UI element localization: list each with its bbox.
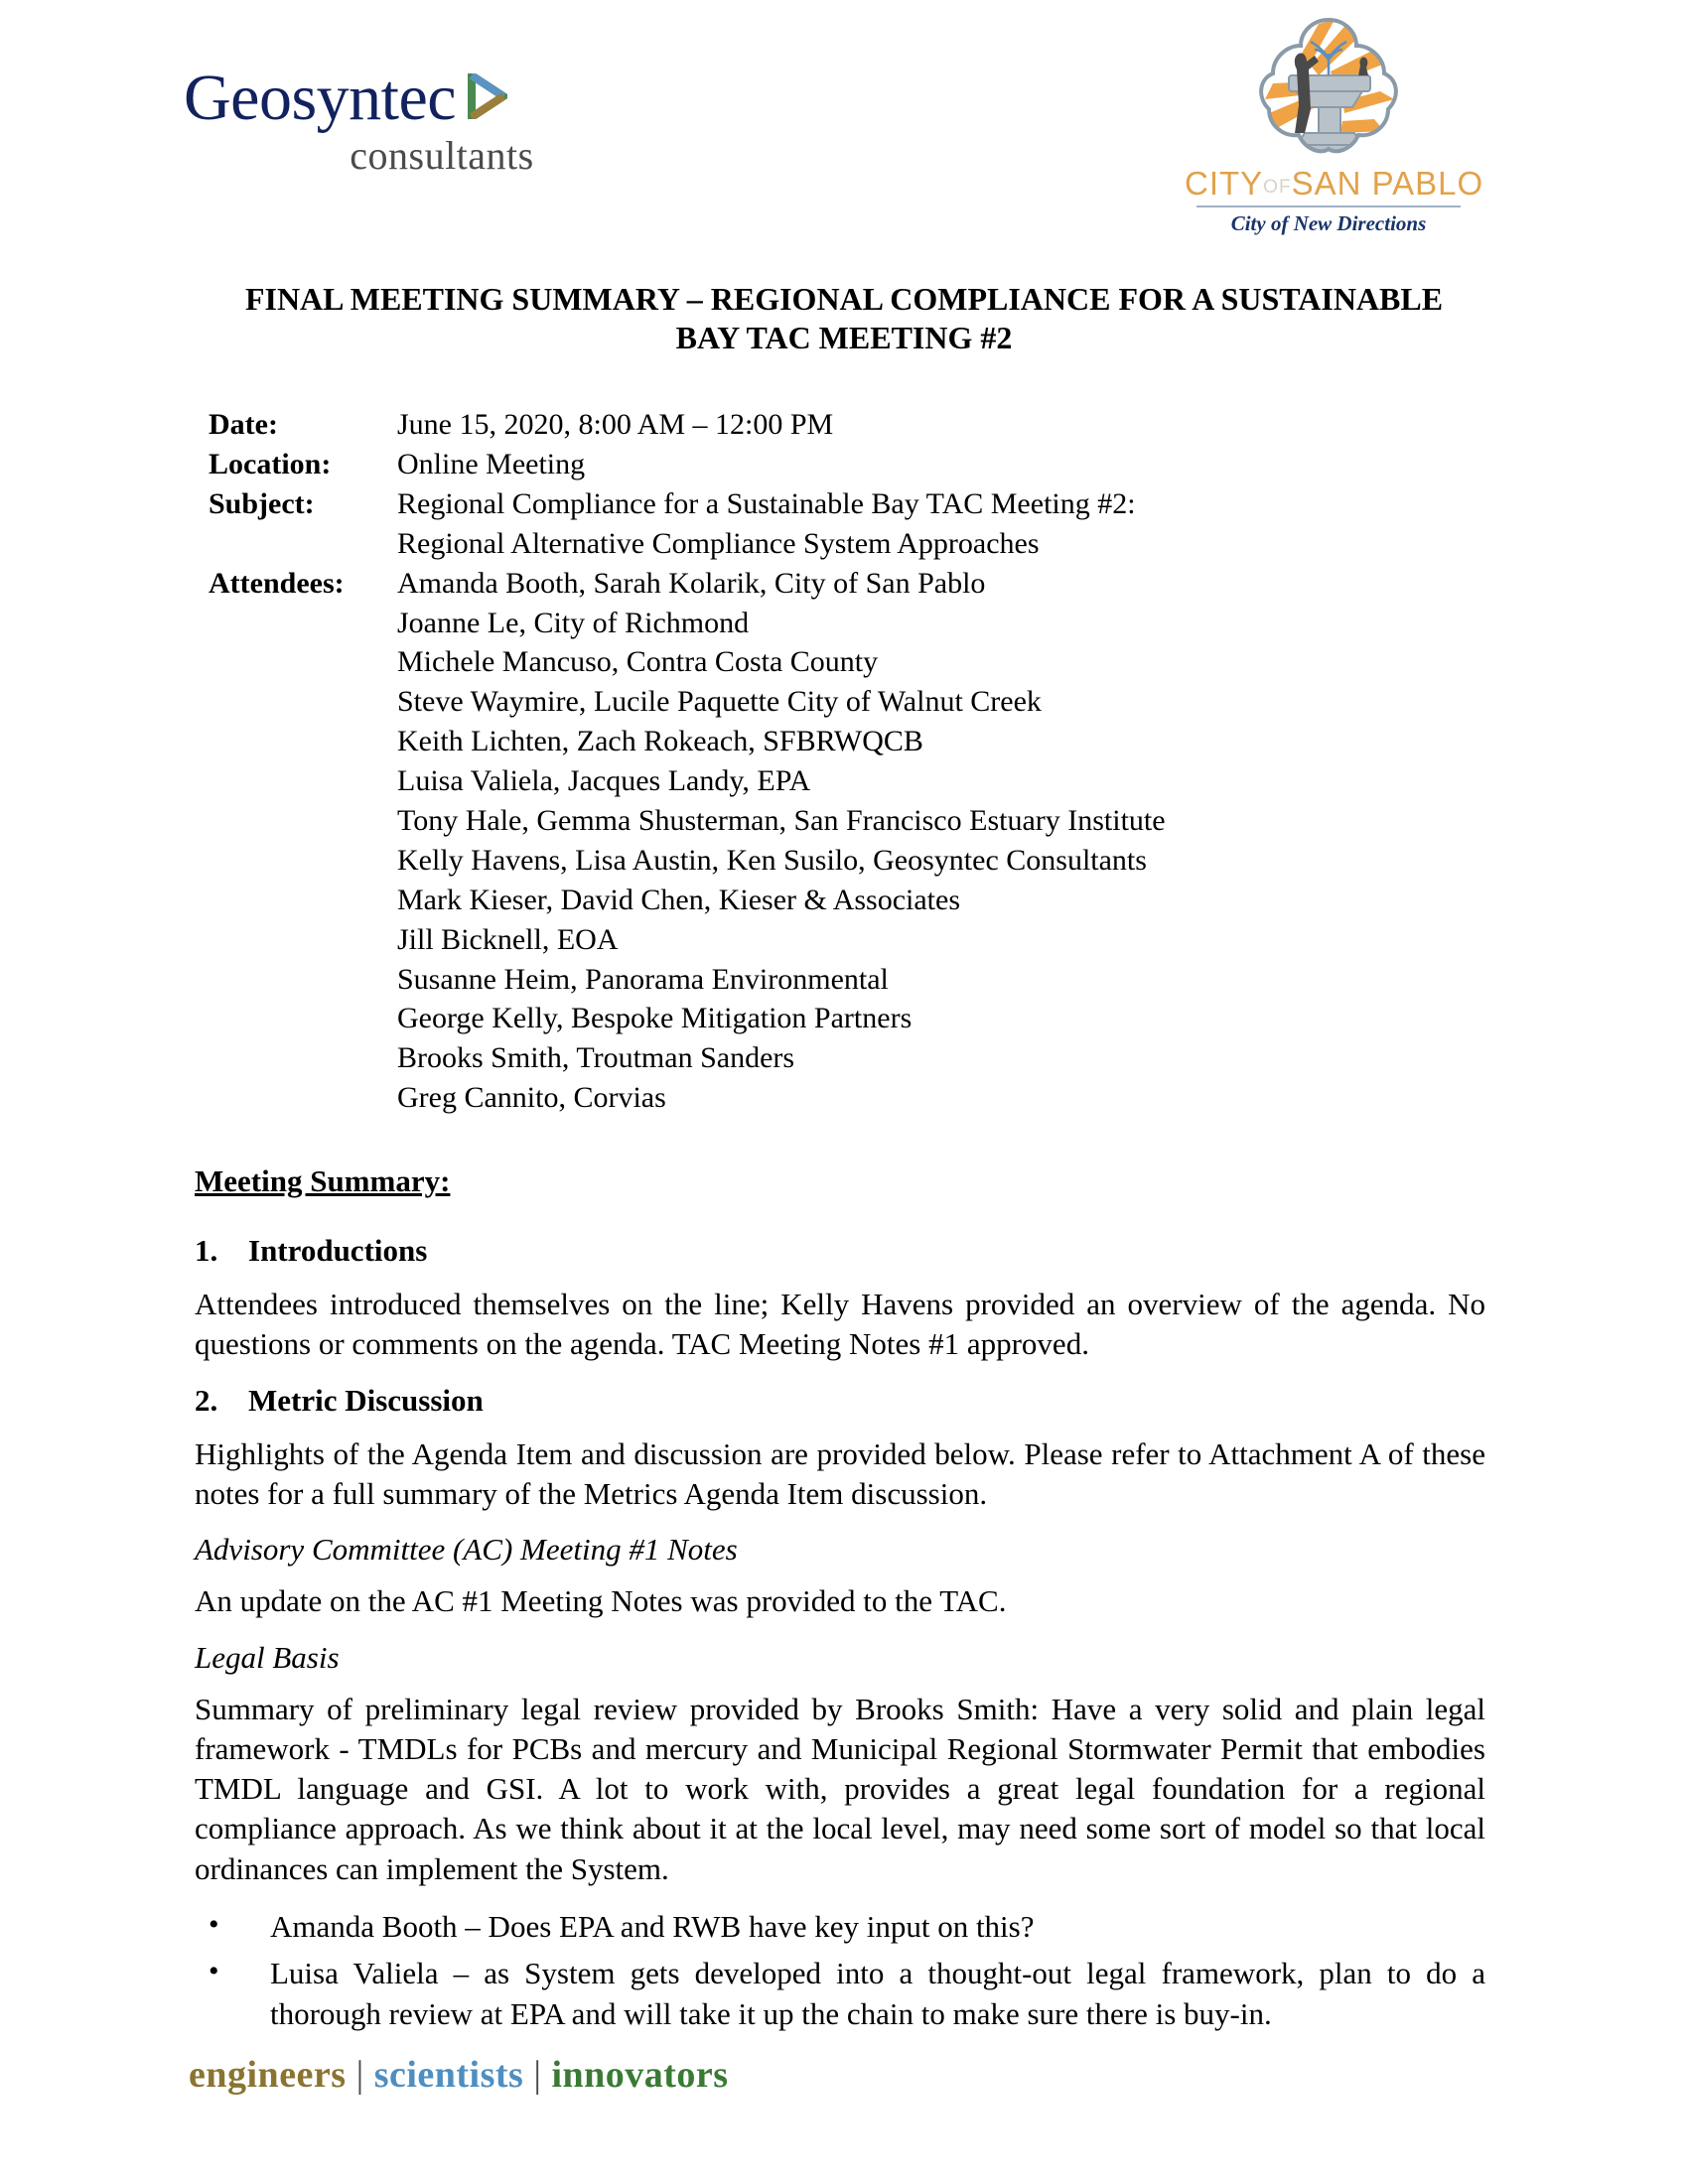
agenda-item-2-label: Metric Discussion (248, 1382, 484, 1418)
page-title (184, 238, 1504, 357)
subject-value-line2: Regional Alternative Compliance System Approaches (397, 526, 1040, 560)
location-value: Online Meeting (397, 447, 586, 480)
geosyntec-wordmark-row (184, 62, 601, 134)
attendee-names: Susanne Heim, (397, 962, 586, 996)
agenda-item-1-paragraph: Attendees introduced themselves on the line; Kelly Havens provided an overview of the agenda. No questions or comments on the agenda. TAC Meeting Notes #1 approved. (195, 1287, 1485, 1362)
attendee-entry (397, 920, 1166, 960)
agenda-item-2-title (195, 1383, 1485, 1419)
agenda-item-2-paragraph: Highlights of the Agenda Item and discussion are provided below. Please refer to Attachment A of these notes for a full summary of the Metrics Agenda Item discussion. (195, 1435, 1485, 1511)
attendee-org: Panorama Environmental (585, 962, 889, 996)
location-label: Location: (209, 447, 332, 480)
footer-innovators: innovators (551, 2054, 729, 2096)
attendee-org: Bespoke Mitigation Partners (570, 1002, 913, 1035)
attendee-org: Corvias (573, 1081, 666, 1115)
of-word: OF (1263, 177, 1292, 198)
san-pablo-word: SAN PABLO (1291, 165, 1484, 202)
legal-basis-paragraph: Summary of preliminary legal review provided by Brooks Smith: Have a very solid and plain legal framework - TMDLs for PCBs and mercury and Municipal Regional Stormwater Permit that embodies TMDL language and GSI. A lot to work with, provides a great legal foundation for a regional compliance approach. As we think about it at the local level, may need some sort of model so that local ordinances can implement the System. (195, 1691, 1485, 1886)
city-word: CITY (1185, 165, 1264, 202)
attendees-label: Attendees: (209, 566, 345, 600)
geosyntec-triangle-icon (462, 73, 507, 119)
attendee-entry (397, 841, 1166, 881)
attendee-names: Brooks Smith, (397, 1041, 577, 1075)
attendee-names: Joanne Le, (397, 606, 534, 639)
legal-basis-bullet-list (195, 1907, 1485, 2035)
attendee-org: Contra Costa County (626, 645, 879, 679)
attendee-org: EOA (556, 922, 619, 956)
date-value: June 15, 2020, 8:00 AM – 12:00 PM (397, 408, 834, 442)
attendee-names: Keith Lichten, Zach Rokeach, (397, 725, 764, 758)
subject-label: Subject: (209, 486, 315, 520)
attendee-entry (397, 881, 1166, 920)
san-pablo-tagline: City of New Directions (1230, 211, 1427, 235)
bullet-icon: • (209, 1954, 219, 1987)
san-pablo-city-text (1185, 165, 1484, 203)
attendee-names: Mark Kieser, David Chen, (397, 883, 719, 916)
meeting-subject-row (209, 484, 1499, 524)
attendee-entry (397, 960, 1166, 1000)
attendee-names: Amanda Booth, Sarah Kolarik, (397, 566, 774, 600)
list-item (195, 1954, 1485, 2035)
attendee-entry (397, 722, 1166, 761)
attendee-org: EPA (757, 764, 811, 798)
meeting-attendees-row (209, 564, 1499, 1118)
attendee-names: Greg Cannito, (397, 1081, 574, 1115)
attendee-entry (397, 1038, 1166, 1078)
attendee-names: Luisa Valiela, Jacques Landy, (397, 764, 758, 798)
attendee-org: Troutman Sanders (576, 1041, 795, 1075)
geosyntec-wordmark: Geosyntec (184, 62, 457, 134)
subheading-legal-basis: Legal Basis (195, 1639, 340, 1675)
attendee-org: City of Richmond (533, 606, 750, 639)
attendee-names: Michele Mancuso, (397, 645, 627, 679)
attendee-names: Jill Bicknell, (397, 922, 557, 956)
geosyntec-logo (184, 62, 601, 179)
geosyntec-subtitle: consultants (350, 132, 534, 178)
footer-separator-2: | (533, 2054, 542, 2096)
meeting-details (209, 405, 1499, 1118)
list-item (195, 1907, 1485, 1948)
attendee-entry (397, 801, 1166, 841)
document-header (0, 0, 1688, 238)
attendee-entry (397, 682, 1166, 722)
ac-meeting-notes-paragraph: An update on the AC #1 Meeting Notes was provided to the TAC. (195, 1583, 1007, 1619)
attendee-entry (397, 642, 1166, 682)
meeting-location-row (209, 445, 1499, 484)
attendee-org: San Francisco Estuary Institute (793, 803, 1166, 837)
attendee-org: City of Walnut Creek (786, 685, 1042, 719)
agenda-item-1-number: 1. (195, 1233, 218, 1269)
bullet-icon: • (209, 1908, 219, 1942)
attendees-list (397, 564, 1166, 1118)
page-title-line1: FINAL MEETING SUMMARY – REGIONAL COMPLIANCE FOR A SUSTAINABLE (244, 281, 1444, 317)
date-label: Date: (209, 408, 278, 442)
attendee-entry (397, 999, 1166, 1038)
attendee-entry (397, 604, 1166, 643)
agenda-item-2-number: 2. (195, 1382, 218, 1418)
meeting-summary-section (195, 1163, 1485, 2035)
footer-engineers: engineers (189, 2054, 347, 2096)
footer-scientists: scientists (373, 2054, 524, 2096)
meeting-summary-heading: Meeting Summary: (195, 1163, 451, 1199)
page-title-line2: BAY TAC MEETING #2 (675, 320, 1013, 356)
agenda-item-1-label: Introductions (248, 1233, 428, 1269)
meeting-date-row (209, 405, 1499, 445)
attendee-entry (397, 761, 1166, 801)
attendee-entry (397, 1078, 1166, 1118)
attendee-names: Tony Hale, Gemma Shusterman, (397, 803, 794, 837)
attendee-names: George Kelly, (397, 1002, 571, 1035)
san-pablo-divider (1196, 205, 1461, 207)
footer-separator-1: | (355, 2054, 364, 2096)
agenda-item-1-title (195, 1233, 1485, 1269)
subheading-ac-meeting-notes: Advisory Committee (AC) Meeting #1 Notes (195, 1532, 738, 1568)
list-item-text: Luisa Valiela – as System gets developed into a thought-out legal framework, plan to do a thorough review at EPA and will take it up the chain to make sure there is buy-in. (270, 1955, 1485, 2031)
attendee-org: Geosyntec Consultants (873, 843, 1147, 877)
page-footer-tagline (189, 2053, 729, 2097)
subject-value: Regional Compliance for a Sustainable Bay TAC Meeting #2: (397, 486, 1136, 520)
attendee-entry (397, 564, 1166, 604)
san-pablo-fountain-seal-icon (1249, 14, 1408, 163)
attendee-names: Kelly Havens, Lisa Austin, Ken Susilo, (397, 843, 874, 877)
attendee-names: Steve Waymire, Lucile Paquette (397, 685, 787, 719)
san-pablo-logo (1185, 14, 1484, 236)
list-item-text: Amanda Booth – Does EPA and RWB have key input on this? (270, 1909, 1035, 1945)
attendee-org: City of San Pablo (774, 566, 986, 600)
attendee-org: SFBRWQCB (763, 725, 923, 758)
attendee-org: Kieser & Associates (718, 883, 960, 916)
